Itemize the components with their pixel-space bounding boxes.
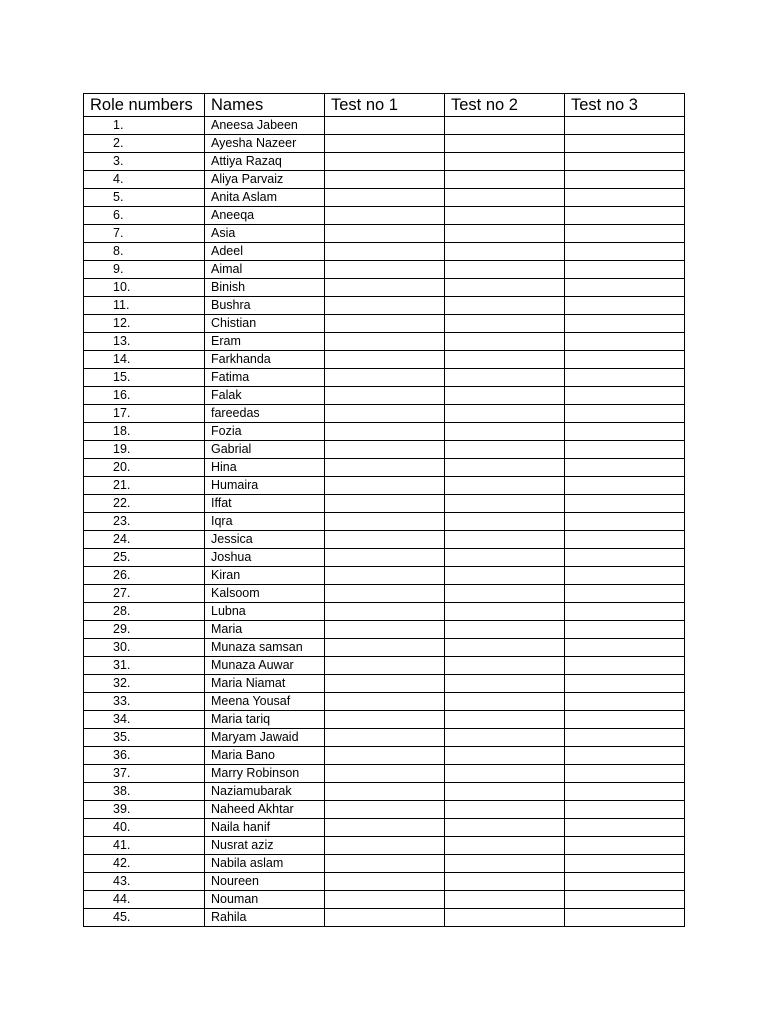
table-row [84, 279, 685, 297]
student-name-cell: Iqra [205, 513, 325, 531]
table-row [84, 315, 685, 333]
roll-number-cell: 12. [84, 315, 205, 333]
table-row [84, 189, 685, 207]
test-2-score-cell [445, 243, 565, 261]
roll-number-cell: 36. [84, 747, 205, 765]
table-row [84, 819, 685, 837]
student-name-cell: Humaira [205, 477, 325, 495]
table-row [84, 729, 685, 747]
test-3-score-cell [565, 891, 685, 909]
test-1-score-cell [325, 729, 445, 747]
roll-number-cell: 30. [84, 639, 205, 657]
test-1-score-cell [325, 891, 445, 909]
test-2-score-cell [445, 405, 565, 423]
student-name-cell: Munaza samsan [205, 639, 325, 657]
student-name-cell: Rahila [205, 909, 325, 927]
test-3-score-cell [565, 153, 685, 171]
test-1-score-cell [325, 531, 445, 549]
student-name-cell: Fozia [205, 423, 325, 441]
student-name-cell: Gabrial [205, 441, 325, 459]
student-name-cell: Chistian [205, 315, 325, 333]
test-3-score-cell [565, 459, 685, 477]
test-3-score-cell [565, 405, 685, 423]
roll-number-cell: 25. [84, 549, 205, 567]
test-1-score-cell [325, 837, 445, 855]
test-2-score-cell [445, 585, 565, 603]
roll-number-cell: 20. [84, 459, 205, 477]
test-3-score-cell [565, 279, 685, 297]
roll-number-cell: 26. [84, 567, 205, 585]
table-row [84, 765, 685, 783]
student-name-cell: Iffat [205, 495, 325, 513]
test-2-score-cell [445, 225, 565, 243]
test-3-score-cell [565, 729, 685, 747]
roll-number-cell: 16. [84, 387, 205, 405]
table-row [84, 333, 685, 351]
roll-number-cell: 43. [84, 873, 205, 891]
student-name-cell: Fatima [205, 369, 325, 387]
test-3-score-cell [565, 801, 685, 819]
test-2-score-cell [445, 909, 565, 927]
roll-number-cell: 29. [84, 621, 205, 639]
test-3-score-cell [565, 585, 685, 603]
test-1-score-cell [325, 207, 445, 225]
student-name-cell: Ayesha Nazeer [205, 135, 325, 153]
student-name-cell: Nusrat aziz [205, 837, 325, 855]
test-1-score-cell [325, 549, 445, 567]
table-row [84, 909, 685, 927]
test-2-score-cell [445, 189, 565, 207]
student-name-cell: Falak [205, 387, 325, 405]
test-2-score-cell [445, 369, 565, 387]
roll-number-cell: 40. [84, 819, 205, 837]
test-3-score-cell [565, 819, 685, 837]
test-1-score-cell [325, 711, 445, 729]
table-row [84, 261, 685, 279]
test-2-score-cell [445, 855, 565, 873]
test-1-score-cell [325, 621, 445, 639]
test-3-score-cell [565, 711, 685, 729]
test-1-score-cell [325, 297, 445, 315]
test-2-score-cell [445, 837, 565, 855]
roll-number-cell: 19. [84, 441, 205, 459]
student-name-cell: Joshua [205, 549, 325, 567]
student-name-cell: Bushra [205, 297, 325, 315]
roll-number-cell: 31. [84, 657, 205, 675]
test-3-score-cell [565, 513, 685, 531]
test-1-score-cell [325, 693, 445, 711]
test-1-score-cell [325, 801, 445, 819]
roll-number-cell: 8. [84, 243, 205, 261]
table-row [84, 153, 685, 171]
table-row [84, 513, 685, 531]
test-3-score-cell [565, 693, 685, 711]
test-3-score-cell [565, 477, 685, 495]
test-1-score-cell [325, 135, 445, 153]
roll-number-cell: 7. [84, 225, 205, 243]
roll-number-cell: 39. [84, 801, 205, 819]
student-name-cell: Naziamubarak [205, 783, 325, 801]
test-1-score-cell [325, 639, 445, 657]
test-2-score-cell [445, 153, 565, 171]
table-row [84, 855, 685, 873]
test-2-score-cell [445, 693, 565, 711]
test-1-score-cell [325, 657, 445, 675]
test-1-score-cell [325, 153, 445, 171]
student-name-cell: Aneeqa [205, 207, 325, 225]
test-1-score-cell [325, 441, 445, 459]
test-3-score-cell [565, 369, 685, 387]
test-3-score-cell [565, 837, 685, 855]
test-1-score-cell [325, 873, 445, 891]
table-row [84, 477, 685, 495]
test-3-score-cell [565, 441, 685, 459]
test-1-score-cell [325, 585, 445, 603]
test-1-score-cell [325, 351, 445, 369]
student-name-cell: Attiya Razaq [205, 153, 325, 171]
student-name-cell: fareedas [205, 405, 325, 423]
test-2-score-cell [445, 261, 565, 279]
test-3-score-cell [565, 873, 685, 891]
table-row [84, 711, 685, 729]
test-3-score-cell [565, 243, 685, 261]
test-1-score-cell [325, 387, 445, 405]
test-2-score-cell [445, 117, 565, 135]
test-1-score-cell [325, 189, 445, 207]
test-3-score-cell [565, 765, 685, 783]
test-1-score-cell [325, 243, 445, 261]
test-3-score-cell [565, 783, 685, 801]
test-2-score-cell [445, 495, 565, 513]
test-2-score-cell [445, 531, 565, 549]
header-test-1: Test no 1 [325, 94, 445, 117]
roll-number-cell: 9. [84, 261, 205, 279]
table-row [84, 135, 685, 153]
test-1-score-cell [325, 423, 445, 441]
table-row [84, 783, 685, 801]
roll-number-cell: 11. [84, 297, 205, 315]
test-2-score-cell [445, 729, 565, 747]
test-1-score-cell [325, 333, 445, 351]
test-3-score-cell [565, 189, 685, 207]
table-row [84, 657, 685, 675]
header-test-3: Test no 3 [565, 94, 685, 117]
test-3-score-cell [565, 495, 685, 513]
test-1-score-cell [325, 603, 445, 621]
roll-number-cell: 14. [84, 351, 205, 369]
student-name-cell: Asia [205, 225, 325, 243]
student-name-cell: Jessica [205, 531, 325, 549]
roll-number-cell: 1. [84, 117, 205, 135]
student-name-cell: Adeel [205, 243, 325, 261]
student-name-cell: Hina [205, 459, 325, 477]
student-name-cell: Aimal [205, 261, 325, 279]
test-2-score-cell [445, 873, 565, 891]
student-name-cell: Munaza Auwar [205, 657, 325, 675]
table-row [84, 675, 685, 693]
test-3-score-cell [565, 207, 685, 225]
test-2-score-cell [445, 477, 565, 495]
test-3-score-cell [565, 603, 685, 621]
roll-number-cell: 15. [84, 369, 205, 387]
table-row [84, 459, 685, 477]
roll-number-cell: 28. [84, 603, 205, 621]
test-2-score-cell [445, 747, 565, 765]
test-3-score-cell [565, 747, 685, 765]
test-2-score-cell [445, 135, 565, 153]
student-name-cell: Lubna [205, 603, 325, 621]
roll-number-cell: 2. [84, 135, 205, 153]
student-name-cell: Maria tariq [205, 711, 325, 729]
test-3-score-cell [565, 549, 685, 567]
test-1-score-cell [325, 405, 445, 423]
test-1-score-cell [325, 783, 445, 801]
test-1-score-cell [325, 747, 445, 765]
table-row [84, 531, 685, 549]
roll-number-cell: 44. [84, 891, 205, 909]
test-3-score-cell [565, 567, 685, 585]
roll-number-cell: 22. [84, 495, 205, 513]
test-1-score-cell [325, 855, 445, 873]
test-3-score-cell [565, 315, 685, 333]
table-row [84, 567, 685, 585]
test-1-score-cell [325, 369, 445, 387]
test-3-score-cell [565, 855, 685, 873]
table-row [84, 603, 685, 621]
table-body [84, 117, 685, 927]
table-row [84, 621, 685, 639]
student-name-cell: Maria [205, 621, 325, 639]
student-name-cell: Aliya Parvaiz [205, 171, 325, 189]
test-2-score-cell [445, 171, 565, 189]
test-2-score-cell [445, 279, 565, 297]
test-3-score-cell [565, 333, 685, 351]
test-1-score-cell [325, 315, 445, 333]
student-name-cell: Farkhanda [205, 351, 325, 369]
test-2-score-cell [445, 387, 565, 405]
test-2-score-cell [445, 567, 565, 585]
student-name-cell: Kiran [205, 567, 325, 585]
roll-number-cell: 17. [84, 405, 205, 423]
table-row [84, 747, 685, 765]
roll-number-cell: 5. [84, 189, 205, 207]
student-name-cell: Kalsoom [205, 585, 325, 603]
test-2-score-cell [445, 297, 565, 315]
table-row [84, 171, 685, 189]
roll-number-cell: 6. [84, 207, 205, 225]
student-name-cell: Eram [205, 333, 325, 351]
roll-number-cell: 24. [84, 531, 205, 549]
test-3-score-cell [565, 261, 685, 279]
test-3-score-cell [565, 423, 685, 441]
header-names: Names [205, 94, 325, 117]
test-2-score-cell [445, 549, 565, 567]
student-name-cell: Marry Robinson [205, 765, 325, 783]
table-row [84, 405, 685, 423]
roll-number-cell: 23. [84, 513, 205, 531]
student-name-cell: Noureen [205, 873, 325, 891]
roll-number-cell: 33. [84, 693, 205, 711]
student-name-cell: Maria Bano [205, 747, 325, 765]
test-2-score-cell [445, 765, 565, 783]
roll-number-cell: 18. [84, 423, 205, 441]
header-row [84, 94, 685, 117]
student-name-cell: Maryam Jawaid [205, 729, 325, 747]
student-results-table [83, 93, 685, 927]
test-3-score-cell [565, 621, 685, 639]
test-3-score-cell [565, 639, 685, 657]
test-1-score-cell [325, 909, 445, 927]
table-row [84, 549, 685, 567]
test-3-score-cell [565, 171, 685, 189]
test-2-score-cell [445, 441, 565, 459]
table-row [84, 225, 685, 243]
roll-number-cell: 4. [84, 171, 205, 189]
student-name-cell: Aneesa Jabeen [205, 117, 325, 135]
test-3-score-cell [565, 117, 685, 135]
test-2-score-cell [445, 675, 565, 693]
test-1-score-cell [325, 567, 445, 585]
test-1-score-cell [325, 675, 445, 693]
test-1-score-cell [325, 117, 445, 135]
test-2-score-cell [445, 333, 565, 351]
roll-number-cell: 34. [84, 711, 205, 729]
table-row [84, 387, 685, 405]
table-row [84, 243, 685, 261]
test-3-score-cell [565, 675, 685, 693]
test-1-score-cell [325, 225, 445, 243]
test-3-score-cell [565, 135, 685, 153]
student-name-cell: Naheed Akhtar [205, 801, 325, 819]
test-3-score-cell [565, 657, 685, 675]
test-2-score-cell [445, 819, 565, 837]
roll-number-cell: 21. [84, 477, 205, 495]
test-3-score-cell [565, 351, 685, 369]
test-2-score-cell [445, 783, 565, 801]
test-1-score-cell [325, 459, 445, 477]
roll-number-cell: 35. [84, 729, 205, 747]
test-3-score-cell [565, 225, 685, 243]
test-2-score-cell [445, 621, 565, 639]
roll-number-cell: 41. [84, 837, 205, 855]
test-2-score-cell [445, 207, 565, 225]
test-2-score-cell [445, 315, 565, 333]
student-name-cell: Anita Aslam [205, 189, 325, 207]
table-row [84, 891, 685, 909]
header-role-numbers: Role numbers [84, 94, 205, 117]
roll-number-cell: 38. [84, 783, 205, 801]
table-row [84, 585, 685, 603]
roll-number-cell: 13. [84, 333, 205, 351]
student-name-cell: Maria Niamat [205, 675, 325, 693]
test-2-score-cell [445, 657, 565, 675]
table-row [84, 693, 685, 711]
test-2-score-cell [445, 459, 565, 477]
header-test-2: Test no 2 [445, 94, 565, 117]
test-2-score-cell [445, 639, 565, 657]
table-row [84, 873, 685, 891]
test-3-score-cell [565, 387, 685, 405]
test-2-score-cell [445, 351, 565, 369]
table-row [84, 351, 685, 369]
test-1-score-cell [325, 819, 445, 837]
roll-number-cell: 42. [84, 855, 205, 873]
table-row [84, 117, 685, 135]
test-1-score-cell [325, 261, 445, 279]
table-row [84, 837, 685, 855]
student-name-cell: Nabila aslam [205, 855, 325, 873]
test-3-score-cell [565, 297, 685, 315]
test-1-score-cell [325, 279, 445, 297]
roll-number-cell: 27. [84, 585, 205, 603]
test-3-score-cell [565, 909, 685, 927]
test-2-score-cell [445, 423, 565, 441]
test-2-score-cell [445, 801, 565, 819]
table-row [84, 369, 685, 387]
roll-number-cell: 45. [84, 909, 205, 927]
test-2-score-cell [445, 513, 565, 531]
test-2-score-cell [445, 711, 565, 729]
table-row [84, 495, 685, 513]
test-1-score-cell [325, 495, 445, 513]
student-name-cell: Meena Yousaf [205, 693, 325, 711]
student-name-cell: Naila hanif [205, 819, 325, 837]
test-1-score-cell [325, 477, 445, 495]
roll-number-cell: 32. [84, 675, 205, 693]
test-1-score-cell [325, 171, 445, 189]
table-row [84, 441, 685, 459]
student-name-cell: Binish [205, 279, 325, 297]
test-1-score-cell [325, 513, 445, 531]
table-row [84, 423, 685, 441]
student-name-cell: Nouman [205, 891, 325, 909]
roll-number-cell: 10. [84, 279, 205, 297]
roll-number-cell: 3. [84, 153, 205, 171]
table-row [84, 297, 685, 315]
test-1-score-cell [325, 765, 445, 783]
table-row [84, 639, 685, 657]
table-row [84, 801, 685, 819]
roll-number-cell: 37. [84, 765, 205, 783]
table-row [84, 207, 685, 225]
test-2-score-cell [445, 603, 565, 621]
test-2-score-cell [445, 891, 565, 909]
test-3-score-cell [565, 531, 685, 549]
